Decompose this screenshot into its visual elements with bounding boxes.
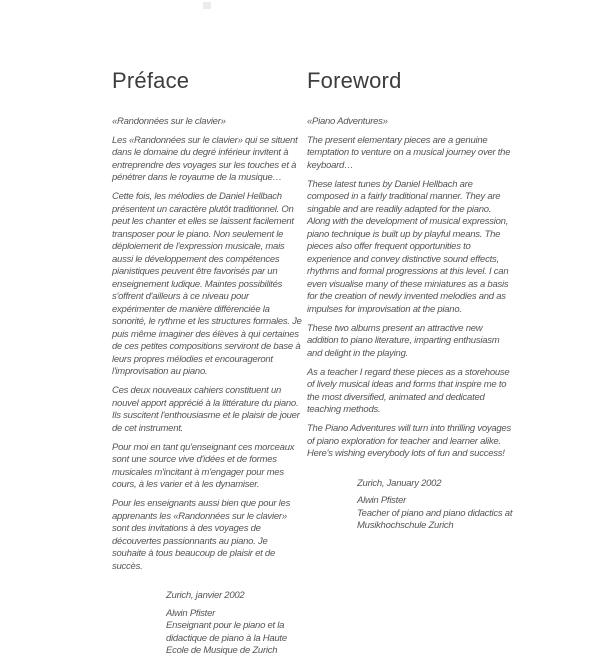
foreword-heading: Foreword <box>307 68 402 93</box>
preface-signature-block <box>166 590 306 658</box>
foreword-column-english <box>307 68 512 533</box>
signature-place-date: Zurich, janvier 2002 <box>166 590 245 601</box>
preface-subtitle: «Randonnées sur le clavier» <box>112 116 226 127</box>
preface-paragraph: Les «Randonnées sur le clavier» qui se situent dans le domaine du degré inférieur invitent à entreprendre des voyages sur les touches et à pénétrer dans le royaume de la musique… <box>112 134 298 183</box>
signature-place-date: Zurich, January 2002 <box>357 477 442 489</box>
preface-paragraph: Pour moi en tant qu'enseignant ces morceaux sont une source vive d'idées et de formes musicales m'incitant à m'engager pour mes cours, à les varier et à les dynamiser. <box>112 441 295 490</box>
signature-name: Alwin Pfister <box>357 495 407 506</box>
preface-paragraph: Pour les enseignants aussi bien que pour les apprenants les «Randonnées sur le clavier» sont des invitations à des voyages de découvertes passionnants au piano. Je souhaite à tous beaucoup de plaisir et de succès. <box>112 498 291 572</box>
foreword-signature-block <box>357 478 522 533</box>
foreword-paragraph: As a teacher I regard these pieces as a storehouse of lively musical ideas and forms that inspire me to the most diversified, animated and dedicated teaching methods. <box>307 366 510 415</box>
scan-artifact-mark <box>203 2 211 9</box>
preface-paragraph: Cette fois, les mélodies de Daniel Hellbach présentent un caractère plutôt traditionnel. On peut les chanter et elles se laissent facilement transposer pour le piano. Non seulement le déploiement de l'expression musicale, mais aussi le développement des compétences pianistiques peuvent être favorisés par un enseignement ludique. Maintes possibilités s'offrent d'ailleurs à ce niveau pour expérimenter de manière différenciée la sonorité, le rythme et les structures formales. Je puis même imaginer des élèves à qui certaines de ces petites compositions serviront de base à leurs propres mélodies et encourageront l'improvisation au piano. <box>112 191 302 377</box>
signature-name: Alwin Pfister <box>166 607 216 619</box>
preface-paragraph: Ces deux nouveaux cahiers constituent un nouvel apport apprécié à la littérature du piano. Ils suscitent l'enthousiasme et le plaisir de jouer de cet instrument. <box>112 385 300 434</box>
foreword-paragraph: The Piano Adventures will turn into thrilling voyages of piano exploration for teacher and learner alike. Here's wishing everybody lots of fun and success! <box>307 423 511 459</box>
signature-role: Enseignant pour le piano et la didactique de piano à la Haute Ecole de Musique de Zurich <box>166 620 287 656</box>
preface-heading: Préface <box>112 68 190 93</box>
preface-column-french <box>112 68 302 658</box>
signature-role: Teacher of piano and piano didactics at Musikhochschule Zurich <box>357 507 513 531</box>
foreword-paragraph: These two albums present an attractive new addition to piano literature, imparting enthusiasm and delight in the playing. <box>307 322 500 359</box>
foreword-subtitle: «Piano Adventures» <box>307 116 388 127</box>
foreword-paragraph: These latest tunes by Daniel Hellbach are composed in a fairly traditional manner. They are singable and are readily adapted for the piano. Along with the development of musical expression, piano technique is built up by playful means. The pieces also offer frequent opportunities to experience and convey distinctive sound effects, rhythms and formal progressions at this level. I can even visualise many of these miniatures as a basis for the creation of newly invented melodies and as impulses for improvisation at the piano. <box>307 178 509 315</box>
preface-body <box>112 116 302 658</box>
foreword-paragraph: The present elementary pieces are a genuine temptation to venture on a musical journey over the keyboard… <box>307 134 511 171</box>
foreword-body <box>307 116 512 533</box>
